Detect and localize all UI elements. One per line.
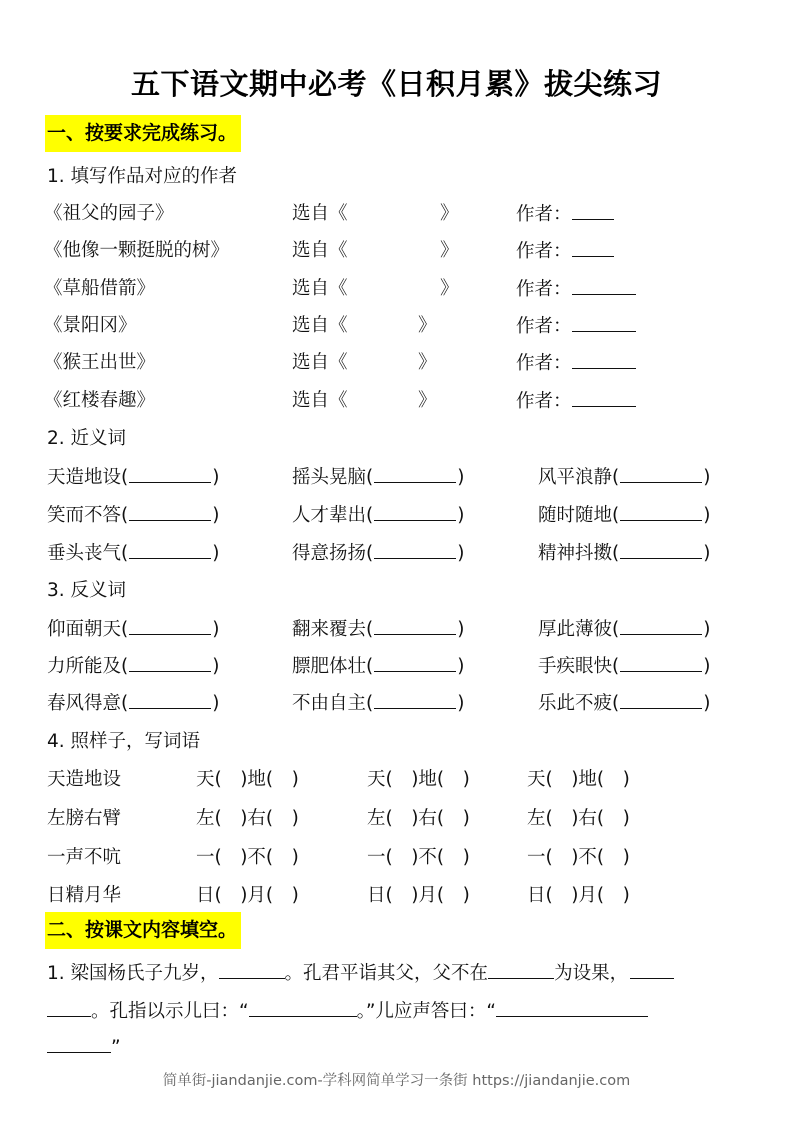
synonym-item[interactable]: 笑而不答( )	[47, 502, 219, 529]
antonym-item[interactable]: 厚此薄彼( )	[538, 616, 710, 643]
author-field[interactable]	[516, 276, 636, 303]
answer-blank[interactable]	[129, 653, 211, 672]
idiom: 手疾眼快	[538, 656, 613, 677]
idiom: 人才辈出	[292, 505, 367, 526]
source-close: 》	[440, 203, 459, 224]
pattern-fill[interactable]: 左( )右( )	[527, 808, 630, 829]
answer-blank[interactable]	[620, 464, 702, 483]
source-close: 》	[418, 352, 437, 373]
author-label: 作者：	[516, 316, 572, 337]
pattern-fill[interactable]: 日( )月( )	[367, 885, 470, 906]
work-title: 《猴王出世》	[44, 352, 156, 373]
passage-blank[interactable]	[249, 998, 357, 1017]
source-close: 》	[418, 390, 437, 411]
passage-blank[interactable]	[496, 998, 648, 1017]
synonym-item[interactable]: 随时随地( )	[538, 502, 710, 529]
answer-blank[interactable]	[620, 690, 702, 709]
answer-blank[interactable]	[129, 502, 211, 521]
pattern-fill[interactable]: 左( )右( )	[367, 808, 470, 829]
question-4-label: 4. 照样子，写词语	[47, 731, 201, 752]
passage-blank[interactable]	[488, 960, 554, 979]
antonym-item[interactable]: 仰面朝天( )	[47, 616, 219, 643]
work-title: 《他像一颗挺脱的树》	[44, 240, 230, 261]
example-word: 日精月华	[47, 885, 122, 906]
author-label: 作者：	[516, 241, 572, 262]
answer-blank[interactable]	[129, 690, 211, 709]
author-blank[interactable]	[572, 350, 636, 369]
antonym-item[interactable]: 不由自主( )	[292, 690, 464, 717]
synonym-item[interactable]: 摇头晃脑( )	[292, 464, 464, 491]
answer-blank[interactable]	[620, 502, 702, 521]
answer-blank[interactable]	[374, 464, 456, 483]
passage-blank[interactable]	[630, 960, 674, 979]
source-close: 》	[418, 315, 437, 336]
synonym-item[interactable]: 风平浪静( )	[538, 464, 710, 491]
author-label: 作者：	[516, 391, 572, 412]
idiom: 不由自主	[292, 693, 367, 714]
pattern-fill[interactable]: 日( )月( )	[527, 885, 630, 906]
synonym-item[interactable]: 精神抖擞( )	[538, 540, 710, 567]
pattern-fill[interactable]: 一( )不( )	[367, 847, 470, 868]
author-label: 作者：	[516, 204, 572, 225]
idiom: 膘肥体壮	[292, 656, 367, 677]
idiom: 摇头晃脑	[292, 467, 367, 488]
answer-blank[interactable]	[374, 690, 456, 709]
source-open: 选自《	[292, 390, 348, 411]
author-blank[interactable]	[572, 276, 636, 295]
author-label: 作者：	[516, 353, 572, 374]
footer-watermark: 简单街-jiandanjie.com-学科网简单学习一条街 https://jiandanjie.com	[162, 1073, 631, 1089]
idiom: 天造地设	[47, 467, 122, 488]
idiom: 厚此薄彼	[538, 619, 613, 640]
author-blank[interactable]	[572, 238, 614, 257]
source-open: 选自《	[292, 203, 348, 224]
antonym-item[interactable]: 翻来覆去( )	[292, 616, 464, 643]
example-word: 一声不吭	[47, 847, 122, 868]
author-label: 作者：	[516, 279, 572, 300]
example-word: 天造地设	[47, 769, 122, 790]
pattern-fill[interactable]: 天( )地( )	[196, 769, 299, 790]
passage-line-3	[47, 1034, 121, 1061]
idiom: 笑而不答	[47, 505, 122, 526]
answer-blank[interactable]	[374, 502, 456, 521]
passage-text: 。”儿应声答曰：“	[356, 1001, 497, 1022]
idiom: 翻来覆去	[292, 619, 367, 640]
source-open: 选自《	[292, 240, 348, 261]
answer-blank[interactable]	[129, 464, 211, 483]
author-blank[interactable]	[572, 201, 614, 220]
idiom: 得意扬扬	[292, 543, 367, 564]
author-field[interactable]	[516, 238, 614, 265]
passage-blank[interactable]	[219, 960, 285, 979]
synonym-item[interactable]: 垂头丧气( )	[47, 540, 219, 567]
work-title: 《草船借箭》	[44, 278, 156, 299]
source-close: 》	[440, 278, 459, 299]
work-title: 《祖父的园子》	[44, 203, 174, 224]
pattern-fill[interactable]: 一( )不( )	[527, 847, 630, 868]
answer-blank[interactable]	[374, 616, 456, 635]
synonym-item[interactable]: 得意扬扬( )	[292, 540, 464, 567]
author-field[interactable]	[516, 313, 636, 340]
idiom: 乐此不疲	[538, 693, 613, 714]
passage-text: 1. 梁国杨氏子九岁，	[47, 963, 219, 984]
source-open: 选自《	[292, 352, 348, 373]
idiom: 仰面朝天	[47, 619, 122, 640]
pattern-fill[interactable]: 一( )不( )	[196, 847, 299, 868]
author-blank[interactable]	[572, 313, 636, 332]
idiom: 风平浪静	[538, 467, 613, 488]
source-close: 》	[440, 240, 459, 261]
author-blank[interactable]	[572, 388, 636, 407]
answer-blank[interactable]	[374, 540, 456, 559]
passage-line-1	[47, 960, 674, 987]
pattern-fill[interactable]: 天( )地( )	[527, 769, 630, 790]
pattern-fill[interactable]: 天( )地( )	[367, 769, 470, 790]
work-title: 《红楼春趣》	[44, 390, 156, 411]
author-field[interactable]	[516, 350, 636, 377]
passage-blank[interactable]	[47, 1034, 111, 1053]
antonym-item[interactable]: 膘肥体壮( )	[292, 653, 464, 680]
idiom: 力所能及	[47, 656, 122, 677]
answer-blank[interactable]	[129, 540, 211, 559]
example-word: 左膀右臂	[47, 808, 122, 829]
section-heading-1: 一、按要求完成练习。	[45, 115, 241, 152]
work-title: 《景阳冈》	[44, 315, 137, 336]
source-open: 选自《	[292, 278, 348, 299]
passage-text: 。孔君平诣其父，父不在	[284, 963, 489, 984]
answer-blank[interactable]	[620, 616, 702, 635]
answer-blank[interactable]	[620, 540, 702, 559]
antonym-item[interactable]: 乐此不疲( )	[538, 690, 710, 717]
idiom: 随时随地	[538, 505, 613, 526]
author-field[interactable]	[516, 388, 636, 415]
synonym-item[interactable]: 天造地设( )	[47, 464, 219, 491]
passage-blank[interactable]	[47, 998, 91, 1017]
passage-text: 。孔指以示儿曰：“	[91, 1001, 249, 1022]
section-heading-2: 二、按课文内容填空。	[45, 912, 241, 949]
synonym-item[interactable]: 人才辈出( )	[292, 502, 464, 529]
pattern-fill[interactable]: 左( )右( )	[196, 808, 299, 829]
passage-line-2	[47, 998, 648, 1025]
author-field[interactable]	[516, 201, 614, 228]
idiom: 精神抖擞	[538, 543, 613, 564]
page-title: 五下语文期中必考《日积月累》拔尖练习	[130, 67, 662, 101]
answer-blank[interactable]	[374, 653, 456, 672]
pattern-fill[interactable]: 日( )月( )	[196, 885, 299, 906]
antonym-item[interactable]: 手疾眼快( )	[538, 653, 710, 680]
passage-text: ”	[111, 1037, 121, 1058]
idiom: 春风得意	[47, 693, 122, 714]
answer-blank[interactable]	[620, 653, 702, 672]
question-1-label: 1. 填写作品对应的作者	[47, 166, 238, 187]
antonym-item[interactable]: 力所能及( )	[47, 653, 219, 680]
passage-text: 为设果，	[554, 963, 629, 984]
question-3-label: 3. 反义词	[47, 580, 127, 601]
question-2-label: 2. 近义词	[47, 428, 127, 449]
answer-blank[interactable]	[129, 616, 211, 635]
source-open: 选自《	[292, 315, 348, 336]
antonym-item[interactable]: 春风得意( )	[47, 690, 219, 717]
idiom: 垂头丧气	[47, 543, 122, 564]
